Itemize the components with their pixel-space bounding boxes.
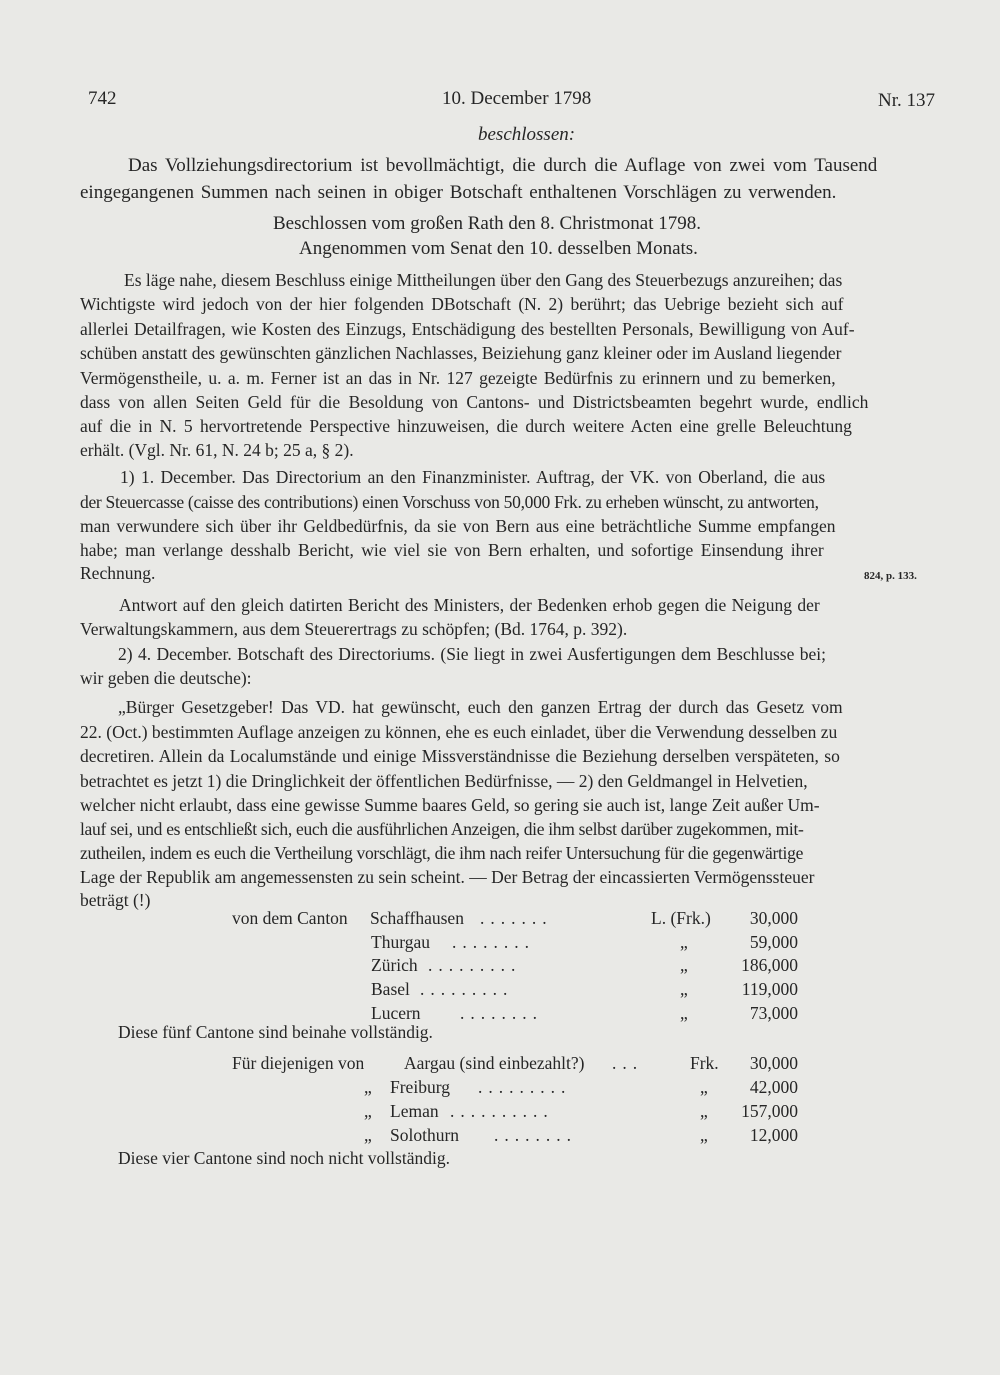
row-prefix: „: [364, 1125, 372, 1145]
row-amount: 59,000: [749, 932, 798, 952]
commentary-line: allerlei Detailfragen, wie Kosten des Einzugs, Entschädigung des bestellten Personals, Bewilligung von Auf-: [80, 319, 855, 339]
item1-reference: 824, p. 133.: [864, 570, 917, 582]
leader-dots: .........: [420, 979, 514, 999]
row-canton: Thurgau: [371, 932, 430, 952]
row-unit: „: [700, 1101, 708, 1121]
row-canton: Zürich: [371, 955, 418, 975]
message-line: decretiren. Allein da Localumstände und einige Missverständnisse die Beziehung derselben verspäteten, so: [80, 746, 840, 766]
item1-line: der Steuercasse (caisse des contributions) einen Vorschuss von 50,000 Frk. zu erheben wünscht, zu antworten,: [80, 492, 819, 512]
row-unit: „: [680, 1003, 688, 1023]
row-unit: „: [680, 955, 688, 975]
table2-summary: Diese vier Cantone sind noch nicht vollständig.: [118, 1148, 450, 1168]
message-line: Lage der Republik am angemessensten zu sein scheint. — Der Betrag der eincassierten Vermögenssteuer: [80, 867, 815, 887]
resolution-line-2: eingegangenen Summen nach seinen in obiger Botschaft enthaltenen Vorschlägen zu verwenden.: [80, 182, 837, 203]
commentary-line: auf die in N. 5 hervortretende Perspective hinzuweisen, die durch weitere Acten eine grelle Beleuchtung: [80, 416, 852, 436]
row-prefix: „: [364, 1077, 372, 1097]
table1-summary: Diese fünf Cantone sind beinahe vollständig.: [118, 1022, 433, 1042]
answer-line: Verwaltungskammern, aus dem Steuerertrags zu schöpfen; (Bd. 1764, p. 392).: [80, 619, 628, 639]
item1-line: 1) 1. December. Das Directorium an den Finanzminister. Auftrag, der VK. von Oberland, die aus: [120, 467, 826, 487]
item2-line: wir geben die deutsche):: [80, 668, 252, 688]
row-unit: „: [700, 1125, 708, 1145]
leader-dots: .........: [478, 1077, 572, 1097]
row-amount: 30,000: [749, 1053, 798, 1073]
message-line: beträgt (!): [80, 890, 151, 910]
leader-dots: ........: [494, 1125, 577, 1145]
row-amount: 157,000: [741, 1101, 798, 1121]
table-row: [0, 1125, 1000, 1149]
row-unit: „: [680, 979, 688, 999]
resolution-line-1-text: Das Vollziehungsdirectorium ist bevollmächtigt, die durch die Auflage von zwei vom Tausend: [128, 155, 878, 176]
row-prefix: „: [364, 1101, 372, 1121]
item1-line: habe; man verlange desshalb Bericht, wie viel sie von Bern erhalten, und sofortige Einsendung ihrer: [80, 540, 824, 560]
commentary-line: schüben anstatt des gewünschten gänzlichen Nachlasses, Beiziehung ganz kleiner oder im Ausland liegender: [80, 343, 842, 363]
document-number: Nr. 137: [878, 90, 935, 111]
table-row: [0, 1053, 1000, 1077]
row-prefix: Für diejenigen von: [232, 1053, 365, 1073]
row-canton: Lucern: [371, 1003, 421, 1023]
message-line: betrachtet es jetzt 1) die Dringlichkeit der öffentlichen Bedürfnisse, — 2) den Geldmangel in Helvetien,: [80, 771, 808, 791]
resolution-closing-2: Angenommen vom Senat den 10. desselben Monats.: [299, 238, 698, 259]
resolution-closing-1: Beschlossen vom großen Rath den 8. Christmonat 1798.: [273, 213, 701, 234]
message-line: 22. (Oct.) bestimmten Auflage anzeigen zu können, ehe es euch einladet, über die Verwendung desselben zu: [80, 722, 838, 742]
commentary-line: Es läge nahe, diesem Beschluss einige Mittheilungen über den Gang des Steuerbezugs anzureihen; das: [124, 270, 843, 290]
row-unit: „: [680, 932, 688, 952]
leader-dots: .......: [480, 908, 553, 928]
item1-line: man verwundere sich über ihr Geldbedürfnis, da sie von Bern aus eine beträchtliche Summe empfangen: [80, 516, 836, 536]
answer-line: Antwort auf den gleich datirten Bericht des Ministers, der Bedenken erhob gegen die Neigung der: [119, 595, 820, 615]
table-row: [0, 1101, 1000, 1125]
row-amount: 12,000: [749, 1125, 798, 1145]
row-canton: Freiburg: [390, 1077, 450, 1097]
table-row: [0, 1077, 1000, 1101]
row-amount: 42,000: [749, 1077, 798, 1097]
row-amount: 186,000: [741, 955, 798, 975]
row-canton: Aargau (sind einbezahlt?): [404, 1053, 585, 1073]
row-amount: 73,000: [749, 1003, 798, 1023]
message-line: lauf sei, und es entschließt sich, euch die ausführlichen Anzeigen, die ihm selbst darüber zugekommen, mit-: [80, 819, 804, 839]
message-line: zutheilen, indem es euch die Vertheilung vorschlägt, die ihm nach reifer Untersuchung für die gegenwärtige: [80, 843, 804, 863]
leader-dots: ..........: [450, 1101, 554, 1121]
leader-dots: ........: [452, 932, 535, 952]
row-unit: Frk.: [690, 1053, 719, 1073]
leader-dots: .........: [428, 955, 522, 975]
row-canton: Schaffhausen: [370, 908, 464, 928]
row-amount: 119,000: [741, 979, 798, 999]
commentary-line: dass von allen Seiten Geld für die Besoldung von Cantons- und Districtsbeamten begehrt wurde, endlich: [80, 392, 869, 412]
row-prefix: von dem Canton: [232, 908, 348, 928]
running-date: 10. December 1798: [442, 88, 592, 109]
row-canton: Leman: [390, 1101, 439, 1121]
item2-line: 2) 4. December. Botschaft des Directoriums. (Sie liegt in zwei Ausfertigungen dem Beschlusse bei;: [118, 644, 826, 664]
row-canton: Solothurn: [390, 1125, 460, 1145]
leader-dots: ...: [612, 1053, 644, 1073]
message-line: „Bürger Gesetzgeber! Das VD. hat gewünscht, euch den ganzen Ertrag der durch das Gesetz vom: [118, 697, 843, 717]
row-unit: L. (Frk.): [651, 908, 711, 928]
row-unit: „: [700, 1077, 708, 1097]
page-number: 742: [88, 88, 117, 109]
commentary-line: erhält. (Vgl. Nr. 61, N. 24 b; 25 a, § 2).: [80, 440, 354, 460]
commentary-line: Vermögenstheile, u. a. m. Ferner ist an das in Nr. 127 gezeigte Bedürfnis zu erinnern und zu bemerken,: [80, 368, 836, 388]
resolution-heading: beschlossen:: [478, 124, 576, 145]
leader-dots: ........: [460, 1003, 543, 1023]
commentary-line: Wichtigste wird jedoch von der hier folgenden DBotschaft (N. 2) berührt; das Uebrige bezieht sich auf: [80, 294, 844, 314]
message-line: welcher nicht erlaubt, dass eine gewisse Summe baares Geld, so gering sie auch ist, lange Zeit außer Um-: [80, 795, 820, 815]
row-canton: Basel: [371, 979, 410, 999]
row-amount: 30,000: [749, 908, 798, 928]
item1-line: Rechnung.: [80, 563, 156, 583]
